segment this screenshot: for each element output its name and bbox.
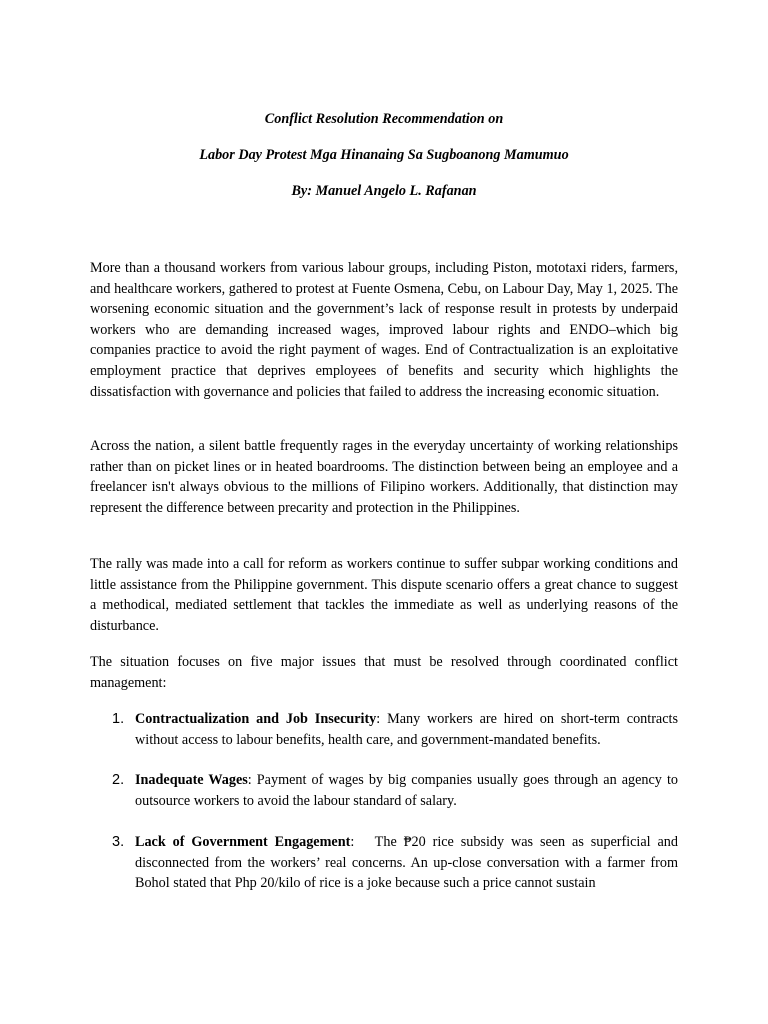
document-title-line-2: Labor Day Protest Mga Hinanaing Sa Sugboanong Mamumuo [199,147,569,163]
list-number: 1. [112,711,125,727]
paragraph-intro: More than a thousand workers from various labour groups, including Piston, mototaxi riders, farmers, and healthcare workers, gathered to protest at Fuente Osmena, Cebu, on Labour Day, May 1, 2025. The worsening economic situation and the government’s lack of response result in protests by underpaid workers who are demanding increased wages, improved labour rights and ENDO–which big companies practice to avoid the right payment of wages. End of Contractualization is an exploitative employment practice that deprives employees of benefits and security which highlights the dissatisfaction with governance and policies that failed to address the increasing economic situation. [90,260,678,400]
issue-heading: Contractualization and Job Insecurity [135,711,377,727]
issue-description: : Payment of wages by big companies usually goes through an agency to outsource workers to avoid the labour standard of salary. [135,772,678,809]
list-number: 3. [112,834,125,850]
issue-heading: Inadequate Wages [135,772,248,788]
list-number: 2. [112,772,125,788]
list-item-text [135,709,678,750]
paragraph-context: Across the nation, a silent battle frequently rages in the everyday uncertainty of working relationships rather than on picket lines or in heated boardrooms. The distinction between being an employee and a freelancer isn't always obvious to the millions of Filipino workers. Additionally, that distinction may represent the difference between precarity and protection in the Philippines. [90,438,678,516]
list-item-text [135,832,682,894]
paragraph-rally: The rally was made into a call for reform as workers continue to suffer subpar working conditions and little assistance from the Philippine government. This dispute scenario offers a great chance to suggest a methodical, mediated settlement that tackles the immediate as well as underlying reasons of the disturbance. [90,556,678,634]
document-byline: By: Manuel Angelo L. Rafanan [291,183,477,199]
document-title-line-1: Conflict Resolution Recommendation on [264,111,504,127]
issue-heading: Lack of Government Engagement [135,834,351,850]
list-item-text [135,770,678,811]
paragraph-issues-intro: The situation focuses on five major issues that must be resolved through coordinated conflict management: [90,654,678,691]
issue-description: : The ₱20 rice subsidy was seen as superficial and disconnected from the workers’ real concerns. An up-close conversation with a farmer from Bohol stated that Php 20/kilo of rice is a joke because such a price cannot sustain [135,834,682,892]
issue-description: : Many workers are hired on short-term contracts without access to labour benefits, health care, and government-mandated benefits. [135,711,678,748]
